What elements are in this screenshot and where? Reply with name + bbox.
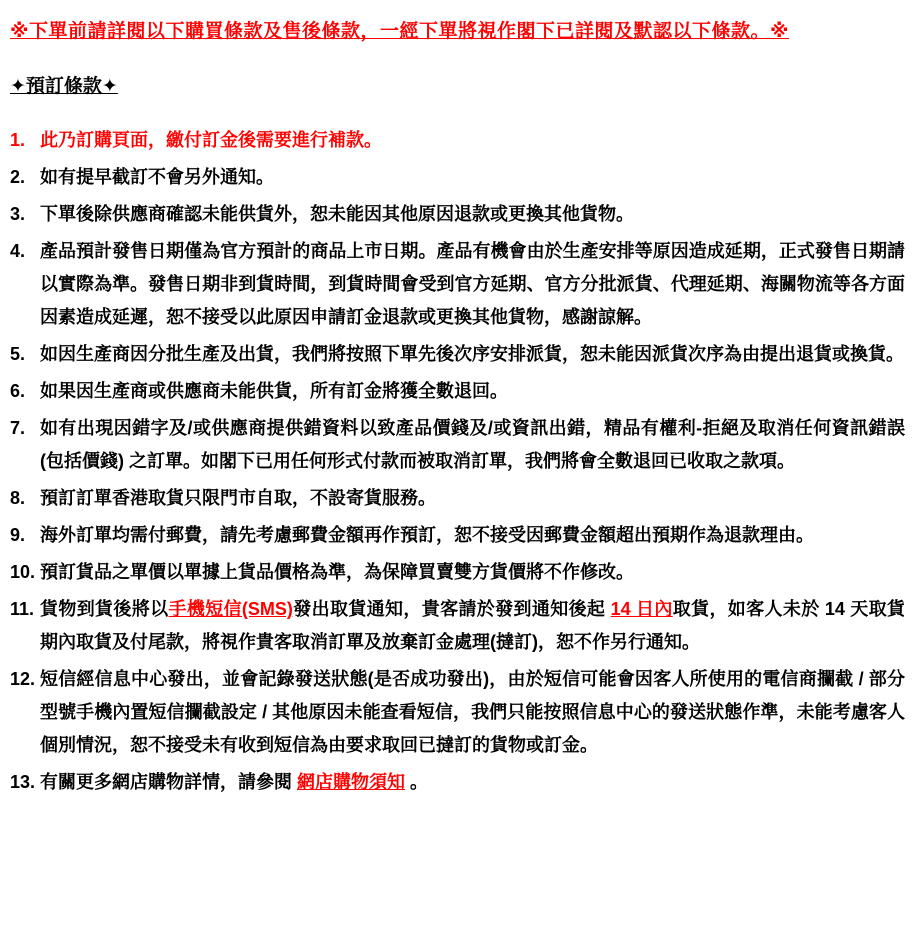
term-item [10,412,905,478]
highlight-text: 14 日內 [610,599,673,619]
item-number: 13. [10,772,36,792]
term-item [10,766,905,799]
item-number: 3. [10,204,26,224]
item-number: 10. [10,562,36,582]
term-text: 此乃訂購頁面，繳付訂金後需要進行補款。 [40,130,382,150]
term-item [10,338,905,371]
item-number: 1. [10,130,26,150]
term-text: 如因生產商因分批生產及出貨，我們將按照下單先後次序安排派貨，恕未能因派貨次序為由提出退貨或換貨。 [40,344,904,364]
term-text: 如果因生產商或供應商未能供貨，所有訂金將獲全數退回。 [40,381,508,401]
term-text: 預訂貨品之單價以單據上貨品價格為準，為保障買賣雙方貨價將不作修改。 [40,562,634,582]
term-item [10,519,905,552]
term-item [10,593,905,659]
item-number: 7. [10,418,26,438]
item-number: 11. [10,599,35,619]
section-heading-preorder-terms: ✦預訂條款✦ [10,76,118,97]
term-text: 海外訂單均需付郵費，請先考慮郵費金額再作預訂，恕不接受因郵費金額超出預期作為退款理由。 [40,525,814,545]
term-item [10,482,905,515]
item-number: 2. [10,167,26,187]
term-item [10,556,905,589]
term-text: 發出取貨通知，貴客請於發到通知後起 [292,599,611,619]
term-item [10,235,905,334]
term-text: 預訂訂單香港取貨只限門市自取，不設寄貨服務。 [40,488,436,508]
item-number: 12. [10,669,36,689]
term-text: 產品預計發售日期僅為官方預計的商品上市日期。產品有機會由於生產安排等原因造成延期，正式發售日期請以實際為準。發售日期非到貨時間，到貨時間會受到官方延期、官方分批派貨、代理延期、海關物流等各方面因素造成延遲，恕不接受以此原因申請訂金退款或更換其他貨物，感謝諒解。 [40,241,905,327]
term-text: 貨物到貨後將以 [40,599,169,619]
term-text: 。 [405,772,429,792]
term-text: 如有出現因錯字及/或供應商提供錯資料以致產品價錢及/或資訊出錯，精品有權利-拒絕及取消任何資訊錯誤(包括價錢) 之訂單。如閣下已用任何形式付款而被取消訂單，我們將會全數退回已收取之款項。 [40,418,905,471]
item-number: 8. [10,488,26,508]
terms-list [10,124,905,799]
page-title: ※下單前請詳閱以下購買條款及售後條款，一經下單將視作閣下已詳閱及默認以下條款。※ [10,21,789,42]
term-item [10,375,905,408]
item-number: 6. [10,381,26,401]
term-item [10,161,905,194]
item-number: 5. [10,344,26,364]
term-text: 下單後除供應商確認未能供貨外，恕未能因其他原因退款或更換其他貨物。 [40,204,634,224]
shop-guide-link[interactable]: 網店購物須知 [297,772,405,792]
term-text: 取貨，如客人未於 14 天取貨期內取貨及付尾款，將視作貴客取消訂單及放棄訂金處理(撻訂)，恕不作另行通知。 [40,599,906,652]
term-text: 有關更多網店購物詳情，請參閱 [40,772,297,792]
item-number: 9. [10,525,26,545]
highlight-text: 手機短信(SMS) [168,599,293,619]
term-item [10,124,905,157]
term-item [10,663,905,762]
term-text: 短信經信息中心發出，並會記錄發送狀態(是否成功發出)，由於短信可能會因客人所使用的電信商攔截 / 部分型號手機內置短信攔截設定 / 其他原因未能查看短信，我們只能按照信息中心的發送狀態作準，未能考慮客人個別情況，恕不接受未有收到短信為由要求取回已撻訂的貨物或訂金。 [40,669,905,755]
item-number: 4. [10,241,26,261]
term-item [10,198,905,231]
term-text: 如有提早截訂不會另外通知。 [40,167,274,187]
